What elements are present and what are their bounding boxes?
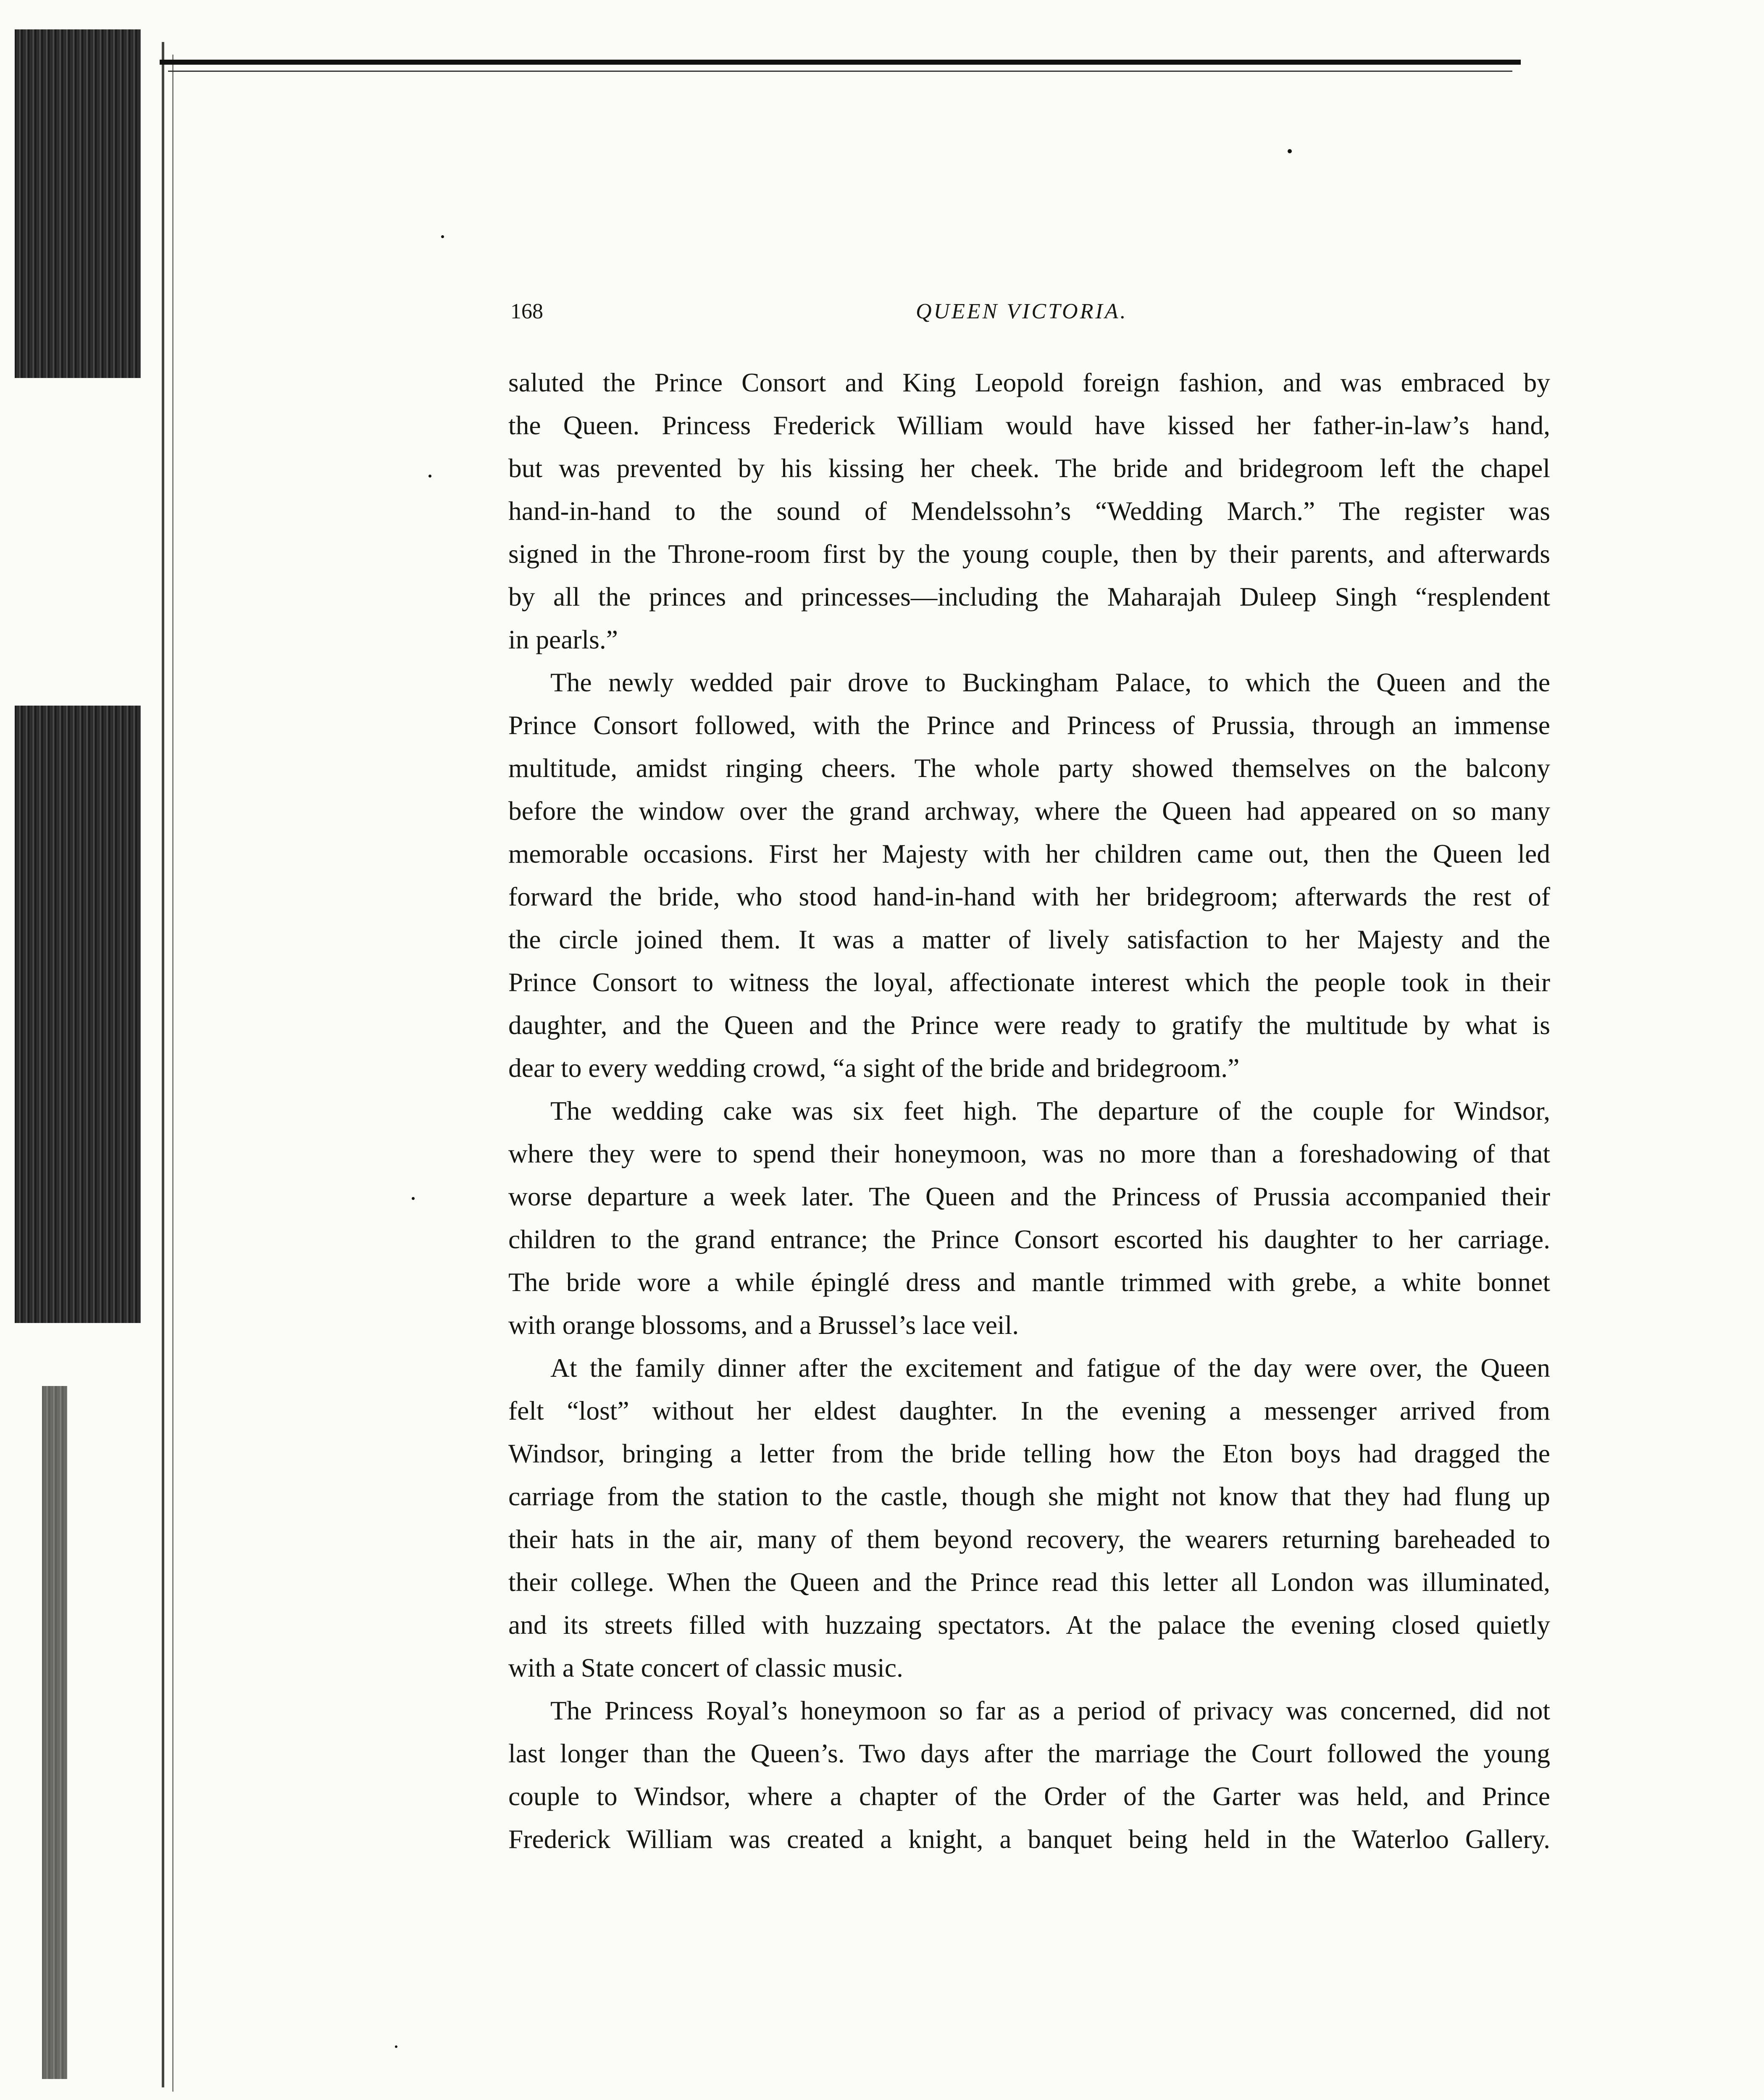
- text-line: memorable occasions. First her Majesty with her children came out, then the Queen led: [508, 839, 1550, 869]
- ink-speck: [412, 1197, 415, 1200]
- text-line: multitude, amidst ringing cheers. The whole party showed themselves on the balcony: [508, 753, 1550, 783]
- page-edge-line: [162, 42, 164, 2087]
- text-line: dear to every wedding crowd, “a sight of the bride and bridegroom.”: [508, 1053, 1240, 1083]
- text-line: their college. When the Queen and the Prince read this letter all London was illuminated,: [508, 1567, 1550, 1597]
- text-line: The bride wore a while épinglé dress and mantle trimmed with grebe, a white bonnet: [508, 1267, 1550, 1297]
- page-number: 168: [510, 299, 543, 323]
- text-line: The wedding cake was six feet high. The departure of the couple for Windsor,: [550, 1096, 1550, 1126]
- text-line: Windsor, bringing a letter from the bride telling how the Eton boys had dragged the: [508, 1438, 1550, 1468]
- text-line: Prince Consort to witness the loyal, affectionate interest which the people took in their: [508, 967, 1550, 997]
- text-line: worse departure a week later. The Queen and the Princess of Prussia accompanied their: [508, 1181, 1550, 1211]
- text-line: Frederick William was created a knight, a banquet being held in the Waterloo Gallery.: [508, 1824, 1550, 1854]
- text-line: saluted the Prince Consort and King Leopold foreign fashion, and was embraced by: [508, 368, 1550, 397]
- ink-speck: [441, 235, 444, 238]
- text-line: couple to Windsor, where a chapter of the Order of the Garter was held, and Prince: [508, 1781, 1550, 1811]
- text-line: where they were to spend their honeymoon, was no more than a foreshadowing of that: [508, 1139, 1550, 1168]
- text-line: but was prevented by his kissing her cheek. The bride and bridegroom left the chapel: [508, 453, 1550, 483]
- text-line: last longer than the Queen’s. Two days after the marriage the Court followed the young: [508, 1738, 1550, 1768]
- text-line: The newly wedded pair drove to Buckingham Palace, to which the Queen and the: [550, 667, 1550, 697]
- text-line: At the family dinner after the excitement and fatigue of the day were over, the Queen: [550, 1353, 1550, 1383]
- text-line: The Princess Royal’s honeymoon so far as a period of privacy was concerned, did not: [550, 1696, 1550, 1725]
- text-line: forward the bride, who stood hand-in-hand with her bridegroom; afterwards the rest of: [508, 882, 1550, 911]
- ink-speck: [429, 475, 431, 478]
- body-text: [508, 361, 1550, 1861]
- text-line: by all the princes and princesses—including the Maharajah Duleep Singh “resplendent: [508, 582, 1550, 612]
- page-edge-line: [172, 55, 174, 2092]
- text-line: Prince Consort followed, with the Prince and Princess of Prussia, through an immense: [508, 710, 1550, 740]
- text-line: with a State concert of classic music.: [508, 1653, 903, 1683]
- top-rule: [160, 60, 1521, 65]
- text-line: before the window over the grand archway, where the Queen had appeared on so many: [508, 796, 1550, 826]
- text-line: the circle joined them. It was a matter of lively satisfaction to her Majesty and the: [508, 924, 1550, 954]
- text-line: children to the grand entrance; the Prince Consort escorted his daughter to her carriage.: [508, 1224, 1550, 1254]
- text-line: felt “lost” without her eldest daughter. In the evening a messenger arrived from: [508, 1396, 1550, 1425]
- text-line: their hats in the air, many of them beyond recovery, the wearers returning bareheaded to: [508, 1524, 1550, 1554]
- text-line: hand-in-hand to the sound of Mendelssohn’s “Wedding March.” The register was: [508, 496, 1550, 526]
- binding-scan-artifact: [15, 706, 141, 1323]
- text-line: signed in the Throne-room first by the young couple, then by their parents, and afterwards: [508, 539, 1550, 569]
- text-line: and its streets filled with huzzaing spectators. At the palace the evening closed quietly: [508, 1610, 1550, 1640]
- text-line: the Queen. Princess Frederick William would have kissed her father-in-law’s hand,: [508, 410, 1550, 440]
- ink-speck: [395, 2045, 397, 2048]
- text-line: with orange blossoms, and a Brussel’s lace veil.: [508, 1310, 1019, 1340]
- ink-speck: [1288, 149, 1292, 153]
- top-rule: [168, 71, 1512, 72]
- text-line: carriage from the station to the castle, though she might not know that they had flung up: [508, 1481, 1550, 1511]
- text-line: daughter, and the Queen and the Prince were ready to gratify the multitude by what is: [508, 1010, 1550, 1040]
- binding-scan-artifact: [42, 1386, 67, 2079]
- running-title: QUEEN VICTORIA.: [916, 299, 1128, 323]
- binding-scan-artifact: [15, 29, 141, 378]
- text-line: in pearls.”: [508, 625, 618, 654]
